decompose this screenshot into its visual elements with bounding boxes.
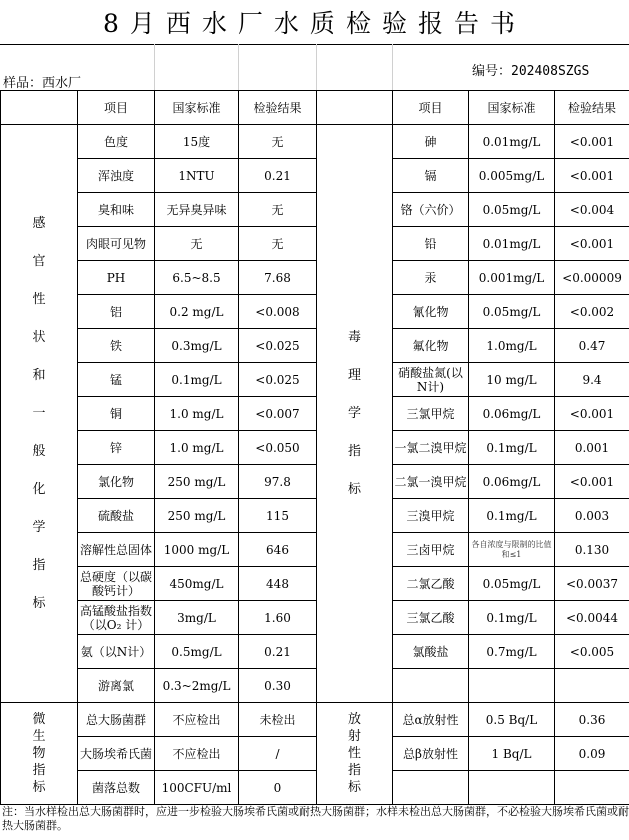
item-name: 总α放射性 [393,703,469,737]
item-name: 二氯一溴甲烷 [393,465,469,499]
result-value: <0.002 [555,295,629,329]
item-name: 氯酸盐 [393,635,469,669]
standard-value: 0.3~2mg/L [155,669,239,703]
group-char: 般 [32,443,46,459]
table-row [1,125,629,159]
standard-value: 0.01mg/L [469,227,555,261]
group-char: 微 [32,712,46,727]
group-char: 化 [32,481,46,497]
item-name: 锰 [78,363,155,397]
table-row [1,567,629,601]
table-row [1,329,629,363]
standard-value: 0.5mg/L [155,635,239,669]
sample-label: 样品：西水厂 [3,76,82,91]
quality-table [0,90,629,805]
item-name: 铜 [78,397,155,431]
result-value: 9.4 [555,363,629,397]
item-name: 一氯二溴甲烷 [393,431,469,465]
title-divider [0,44,629,45]
result-value: 97.8 [239,465,317,499]
group-char: 性 [347,746,361,761]
standard-value: 0.1mg/L [155,363,239,397]
standard-value: 0.005mg/L [469,159,555,193]
group-sensory [1,125,78,703]
group-char: 射 [347,729,361,744]
standard-value: 6.5~8.5 [155,261,239,295]
item-name: 高锰酸盐指数（以O₂ 计） [78,601,155,635]
item-name: 铁 [78,329,155,363]
group-char: 状 [32,329,46,345]
standard-value: 0.05mg/L [469,193,555,227]
grid-line [316,44,317,90]
result-value: <0.007 [239,397,317,431]
standard-value: 0.1mg/L [469,431,555,465]
standard-value: 1 Bq/L [469,737,555,771]
standard-value: 100CFU/ml [155,771,239,805]
item-name: 硫酸盐 [78,499,155,533]
table-row [1,499,629,533]
table-row [1,771,629,805]
empty-cell [393,771,469,805]
result-value: <0.004 [555,193,629,227]
grid-line [392,44,393,90]
table-row [1,363,629,397]
group-char: 标 [347,780,361,795]
item-name: 游离氯 [78,669,155,703]
item-name: 镉 [393,159,469,193]
header-item: 项目 [78,91,155,125]
result-value: <0.0044 [555,601,629,635]
result-value: 0.003 [555,499,629,533]
result-value: <0.025 [239,329,317,363]
standard-value: 1000 mg/L [155,533,239,567]
header-result: 检验结果 [555,91,629,125]
group-char: 指 [347,443,361,459]
result-value: <0.001 [555,397,629,431]
empty-cell [469,771,555,805]
standard-value: 0.05mg/L [469,295,555,329]
result-value: 0 [239,771,317,805]
standard-value: 0.7mg/L [469,635,555,669]
standard-value: 10 mg/L [469,363,555,397]
standard-value: 不应检出 [155,737,239,771]
header-standard: 国家标准 [469,91,555,125]
group-micro [1,703,78,805]
result-value: <0.008 [239,295,317,329]
result-value: <0.001 [555,125,629,159]
standard-value: 无异臭异味 [155,193,239,227]
result-value: <0.001 [555,227,629,261]
group-char: 放 [347,712,361,727]
item-name: 溶解性总固体 [78,533,155,567]
standard-value: 0.06mg/L [469,465,555,499]
item-name: 氯化物 [78,465,155,499]
footnote: 注：当水样检出总大肠菌群时，应进一步检验大肠埃希氏菌或耐热大肠菌群；水样未检出总大肠菌群，不必检验大肠埃希氏菌或耐热大肠菌群。 [2,805,629,832]
standard-value: 0.1mg/L [469,499,555,533]
table-row [1,261,629,295]
item-name: 总β放射性 [393,737,469,771]
result-value: 0.09 [555,737,629,771]
item-name: 三氯乙酸 [393,601,469,635]
result-value: <0.001 [555,159,629,193]
item-name: 铅 [393,227,469,261]
group-char: 一 [32,405,46,421]
group-char: 指 [32,557,46,573]
item-name: 菌落总数 [78,771,155,805]
report-title: 8月西水厂水质检验报告书 [103,9,526,38]
table-row [1,737,629,771]
standard-value: 15度 [155,125,239,159]
group-char: 官 [32,253,46,269]
group-radio-text [317,711,392,796]
item-name: 汞 [393,261,469,295]
result-value: <0.0037 [555,567,629,601]
standard-value: 0.3mg/L [155,329,239,363]
item-name: 氟化物 [393,329,469,363]
standard-value: 无 [155,227,239,261]
result-value: 0.130 [555,533,629,567]
result-value: 无 [239,125,317,159]
group-char: 感 [32,215,46,231]
grid-line [238,44,239,90]
item-name: 三卤甲烷 [393,533,469,567]
standard-value: 0.06mg/L [469,397,555,431]
standard-value: 250 mg/L [155,499,239,533]
header-item: 项目 [393,91,469,125]
group-char: 学 [347,405,361,421]
table-row [1,465,629,499]
result-value: 0.36 [555,703,629,737]
empty-cell [555,669,629,703]
item-name: 硝酸盐氮(以N计) [393,363,469,397]
item-name: 氨（以N计） [78,635,155,669]
result-value: 646 [239,533,317,567]
standard-value: 1.0mg/L [469,329,555,363]
group-char: 标 [347,481,361,497]
standard-value: 0.001mg/L [469,261,555,295]
result-value: 无 [239,227,317,261]
item-name: 三溴甲烷 [393,499,469,533]
standard-value: 0.2 mg/L [155,295,239,329]
table-row [1,669,629,703]
item-name: 总硬度（以碳酸钙计） [78,567,155,601]
item-name: 锌 [78,431,155,465]
item-name: 大肠埃希氏菌 [78,737,155,771]
table-row [1,193,629,227]
group-char: 性 [32,291,46,307]
table-row [1,703,629,737]
standard-value: 不应检出 [155,703,239,737]
group-toxic-text [317,319,392,509]
header-row [1,91,629,125]
item-name: 二氯乙酸 [393,567,469,601]
group-sensory-text [1,205,77,623]
group-char: 标 [32,780,46,795]
table-row [1,601,629,635]
standard-value: 450mg/L [155,567,239,601]
result-value: <0.025 [239,363,317,397]
standard-value: 1.0 mg/L [155,431,239,465]
group-toxic [317,125,393,703]
group-char: 指 [347,763,361,778]
standard-value: 3mg/L [155,601,239,635]
item-name: 肉眼可见物 [78,227,155,261]
group-char: 学 [32,519,46,535]
standard-value: 1NTU [155,159,239,193]
result-value: 0.21 [239,159,317,193]
empty-cell [555,771,629,805]
standard-value: 250 mg/L [155,465,239,499]
result-value: 0.47 [555,329,629,363]
result-value: 0.21 [239,635,317,669]
table-row [1,295,629,329]
grid-line [154,44,155,90]
result-value: <0.001 [555,465,629,499]
result-value: 无 [239,193,317,227]
table-row [1,397,629,431]
group-micro-text [1,711,77,796]
table-row [1,227,629,261]
item-name: PH [78,261,155,295]
result-value: <0.005 [555,635,629,669]
group-radio [317,703,393,805]
item-name: 臭和味 [78,193,155,227]
group-char: 毒 [347,329,361,345]
table-row [1,533,629,567]
empty-cell [469,669,555,703]
header-result: 检验结果 [239,91,317,125]
item-name: 总大肠菌群 [78,703,155,737]
item-name: 色度 [78,125,155,159]
result-value: / [239,737,317,771]
group-char: 生 [32,729,46,744]
group-char: 标 [32,595,46,611]
item-name: 砷 [393,125,469,159]
result-value: 0.30 [239,669,317,703]
group-char: 物 [32,746,46,761]
result-value: 7.68 [239,261,317,295]
standard-value: 1.0 mg/L [155,397,239,431]
table-row [1,635,629,669]
result-value: <0.00009 [555,261,629,295]
standard-value: 0.05mg/L [469,567,555,601]
result-value: 448 [239,567,317,601]
group-char: 指 [32,763,46,778]
report-code: 编号：202408SZGS [472,64,590,79]
header-blank [1,91,78,125]
item-name: 铝 [78,295,155,329]
standard-value: 0.01mg/L [469,125,555,159]
item-name: 三氯甲烷 [393,397,469,431]
standard-value: 各自浓度与限制的比值和≤1 [469,533,555,567]
result-value: 0.001 [555,431,629,465]
empty-cell [393,669,469,703]
item-name: 铬（六价） [393,193,469,227]
result-value: 115 [239,499,317,533]
result-value: 未检出 [239,703,317,737]
header-blank [317,91,393,125]
item-name: 氰化物 [393,295,469,329]
table-row [1,431,629,465]
group-char: 和 [32,367,46,383]
standard-value: 0.5 Bq/L [469,703,555,737]
table-row [1,159,629,193]
result-value: 1.60 [239,601,317,635]
standard-value: 0.1mg/L [469,601,555,635]
result-value: <0.050 [239,431,317,465]
item-name: 浑浊度 [78,159,155,193]
group-char: 理 [347,367,361,383]
header-standard: 国家标准 [155,91,239,125]
